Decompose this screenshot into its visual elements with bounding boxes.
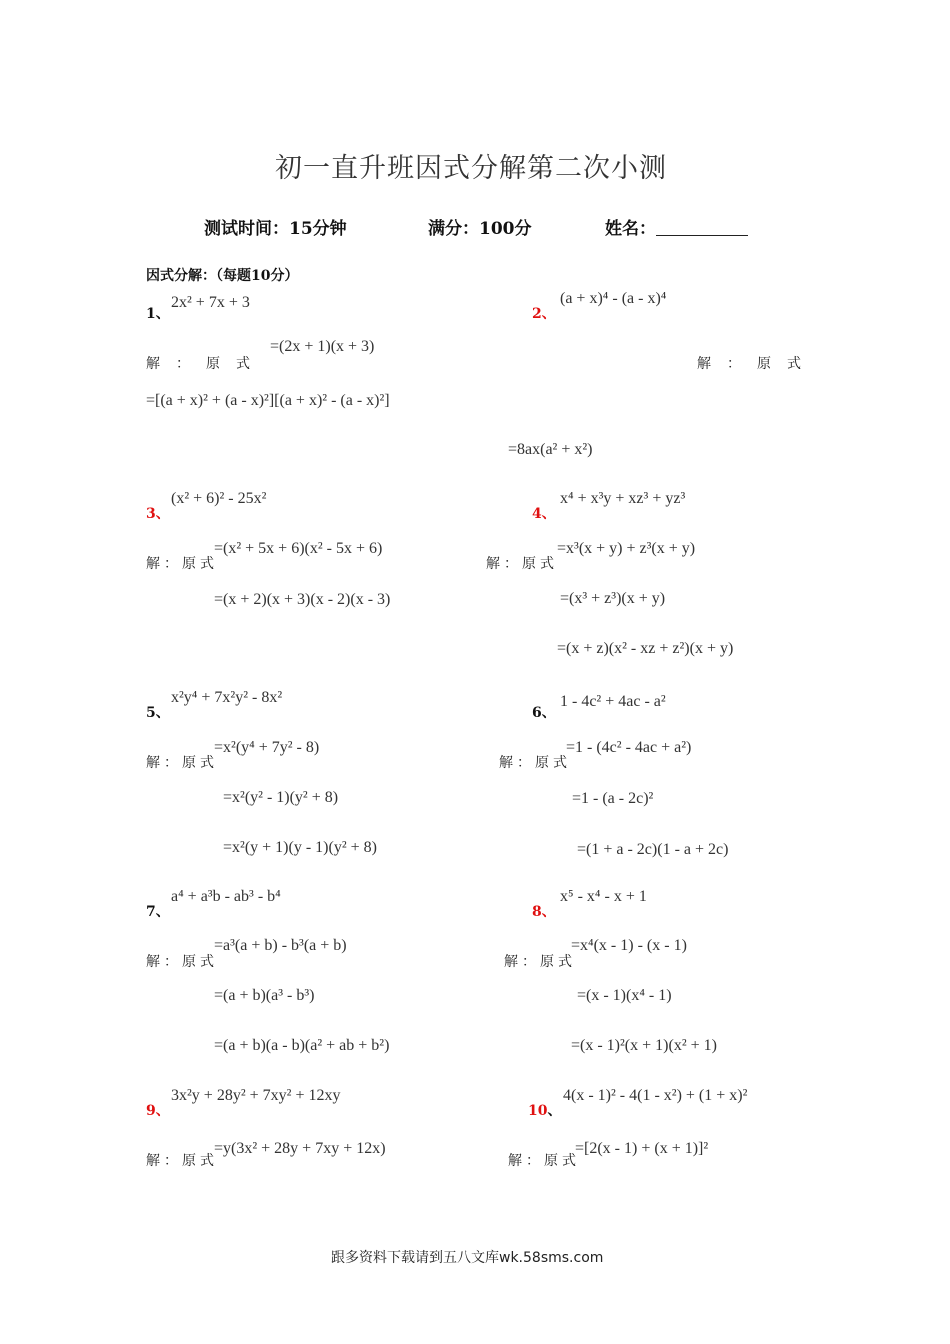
solution-step: =(x² + 5x + 6)(x² - 5x + 6): [214, 540, 383, 557]
solution-label: 解：原式: [146, 954, 218, 970]
solution-step: =(x + 2)(x + 3)(x - 2)(x - 3): [214, 591, 391, 608]
section-header: 因式分解：（每题10分）: [146, 268, 299, 284]
problem-expression: x⁵ - x⁴ - x + 1: [560, 888, 647, 905]
solution-step: =y(3x² + 28y + 7xy + 12x): [214, 1140, 386, 1157]
solution-step: =(x - 1)²(x + 1)(x² + 1): [571, 1037, 717, 1054]
solution-label: 解：原式: [146, 556, 218, 572]
problem-number: 9、: [146, 1103, 170, 1119]
problem-number-red-part: 10: [528, 1103, 548, 1119]
solution-label: 解：原式: [504, 954, 576, 970]
problem-expression: 1 - 4c² + 4ac - a²: [560, 693, 666, 710]
problem-expression: 3x²y + 28y² + 7xy² + 12xy: [171, 1087, 341, 1104]
solution-step: =x⁴(x - 1) - (x - 1): [571, 937, 687, 954]
solution-step: =(1 + a - 2c)(1 - a + 2c): [577, 841, 729, 858]
problem-expression: a⁴ + a³b - ab³ - b⁴: [171, 888, 281, 905]
solution-step: =x²(y⁴ + 7y² - 8): [214, 739, 320, 756]
solution-step: =1 - (4c² - 4ac + a²): [566, 739, 692, 756]
problem-number: 5、: [146, 705, 170, 721]
full-score: 满分：100分: [428, 219, 532, 239]
problem-number: 3、: [146, 506, 170, 522]
problem-number: 10、: [528, 1103, 562, 1119]
problem-expression: x⁴ + x³y + xz³ + yz³: [560, 490, 686, 507]
solution-label: 解：原式: [499, 755, 571, 771]
solution-step: =(2x + 1)(x + 3): [270, 338, 375, 355]
solution-label: 解：原式: [697, 356, 817, 372]
solution-step: =x²(y² - 1)(y² + 8): [223, 789, 339, 806]
problem-number: 4、: [532, 506, 556, 522]
solution-step: =x²(y + 1)(y - 1)(y² + 8): [223, 839, 377, 856]
problem-expression: x²y⁴ + 7x²y² - 8x²: [171, 689, 283, 706]
problem-number: 7、: [146, 904, 170, 920]
solution-step: =8ax(a² + x²): [508, 441, 593, 458]
solution-label: 解：原式: [146, 755, 218, 771]
solution-step: =[(a + x)² + (a - x)²][(a + x)² - (a - x)²]: [146, 392, 390, 409]
problem-number: 8、: [532, 904, 556, 920]
problem-expression: (x² + 6)² - 25x²: [171, 490, 267, 507]
solution-step: =(x + z)(x² - xz + z²)(x + y): [557, 640, 734, 657]
solution-label: 解：原式: [508, 1153, 580, 1169]
solution-step: =(a + b)(a³ - b³): [214, 987, 315, 1004]
footer-source: 跟多资料下载请到五八文库wk.58sms.com: [331, 1250, 604, 1266]
name-field: [605, 214, 748, 239]
name-label: 姓名：: [605, 219, 656, 239]
solution-step: =(a + b)(a - b)(a² + ab + b²): [214, 1037, 390, 1054]
problem-expression: (a + x)⁴ - (a - x)⁴: [560, 290, 667, 307]
problem-number: 6、: [532, 705, 556, 721]
solution-step: =(x - 1)(x⁴ - 1): [577, 987, 672, 1004]
solution-step: =(x³ + z³)(x + y): [560, 590, 666, 607]
solution-step: =1 - (a - 2c)²: [572, 790, 654, 807]
problem-number: 2、: [532, 306, 556, 322]
solution-step: =a³(a + b) - b³(a + b): [214, 937, 347, 954]
solution-label: 解：原式: [146, 1153, 218, 1169]
problem-expression: 4(x - 1)² - 4(1 - x²) + (1 + x)²: [563, 1087, 748, 1104]
problem-number: 1、: [146, 306, 170, 322]
solution-step: =x³(x + y) + z³(x + y): [557, 540, 696, 557]
solution-label: 解：原式: [486, 556, 558, 572]
solution-step: =[2(x - 1) + (x + 1)]²: [575, 1140, 709, 1157]
test-time: 测试时间：15分钟: [204, 219, 347, 239]
page-title: 初一直升班因式分解第二次小测: [275, 153, 667, 184]
problem-expression: 2x² + 7x + 3: [171, 294, 250, 311]
name-blank: [656, 221, 748, 236]
solution-label: 解：原式: [146, 356, 266, 372]
